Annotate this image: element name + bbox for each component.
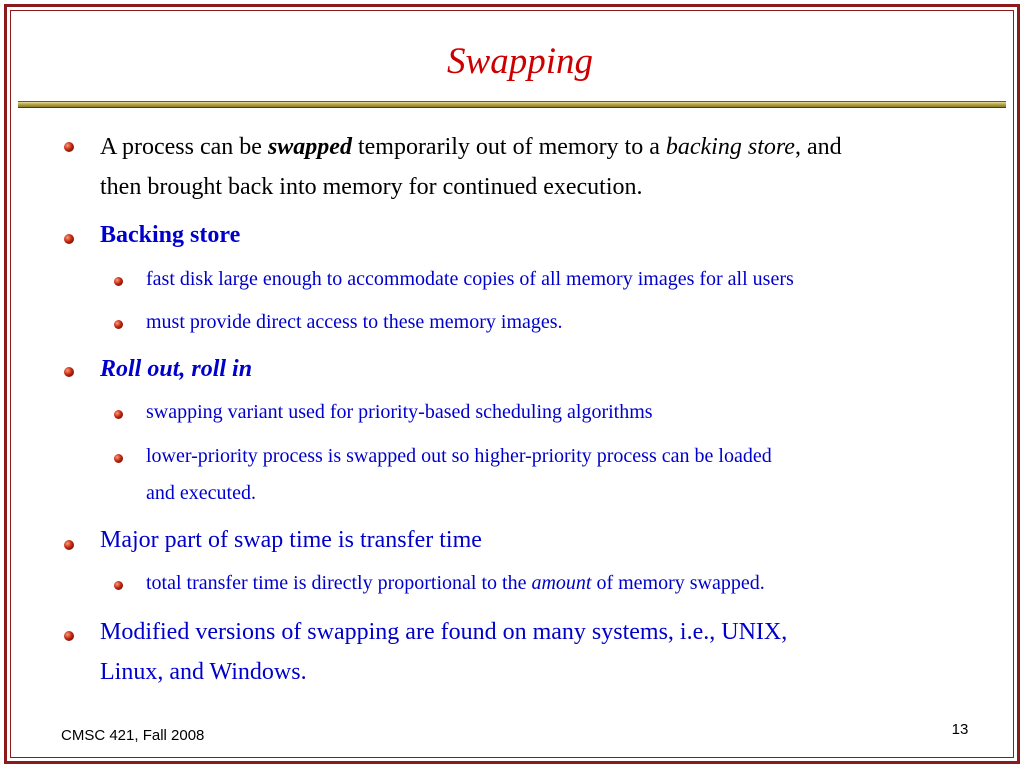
bullet-2-heading: Backing store — [100, 222, 241, 248]
slide-number: 13 — [951, 721, 969, 738]
bullet-2-sub-1: fast disk large enough to accommodate copies of all memory images for all users — [146, 268, 794, 290]
bullet-3-heading: Roll out, roll in — [100, 356, 253, 382]
sub-bullet-icon — [114, 320, 123, 329]
sub-bullet-icon — [114, 410, 123, 419]
sub-bullet-icon — [114, 277, 123, 286]
bullet-1-term-backing-store: backing store — [665, 134, 795, 160]
bullet-3-sub-2-line-2: and executed. — [146, 482, 256, 504]
bullet-3-sub-2-line-1: lower-priority process is swapped out so higher-priority process can be loaded — [146, 445, 772, 467]
bullet-3-sub-1: swapping variant used for priority-based scheduling algorithms — [146, 401, 653, 423]
bullet-1-line-1 — [100, 127, 842, 167]
bullet-icon — [64, 367, 74, 377]
bullet-icon — [64, 142, 74, 152]
bullet-icon — [64, 540, 74, 550]
bullet-4-sub-1 — [146, 565, 765, 602]
bullet-4-heading: Major part of swap time is transfer time — [100, 527, 482, 553]
bullet-1-text-b: temporarily out of memory to a — [351, 134, 666, 160]
sub-bullet-icon — [114, 454, 123, 463]
bullet-5-line-1: Modified versions of swapping are found on many systems, i.e., UNIX, — [100, 619, 788, 645]
bullet-icon — [64, 631, 74, 641]
footer-course: CMSC 421, Fall 2008 — [61, 727, 205, 744]
bullet-1-line-2: then brought back into memory for continued execution. — [100, 174, 643, 200]
slide-title: Swapping — [447, 41, 593, 82]
bullet-1-text-a: A process can be — [100, 134, 268, 160]
bullet-4-sub-text-b: of memory swapped. — [591, 572, 765, 594]
bullet-4-sub-text-a: total transfer time is directly proportional to the — [146, 572, 532, 594]
bullet-2-sub-2: must provide direct access to these memory images. — [146, 311, 563, 333]
bullet-icon — [64, 234, 74, 244]
bullet-1-text-c: , and — [794, 134, 842, 160]
bullet-4-term-amount: amount — [531, 572, 592, 594]
bullet-1-term-swapped: swapped — [267, 134, 352, 160]
sub-bullet-icon — [114, 581, 123, 590]
bullet-5-line-2: Linux, and Windows. — [100, 659, 307, 685]
